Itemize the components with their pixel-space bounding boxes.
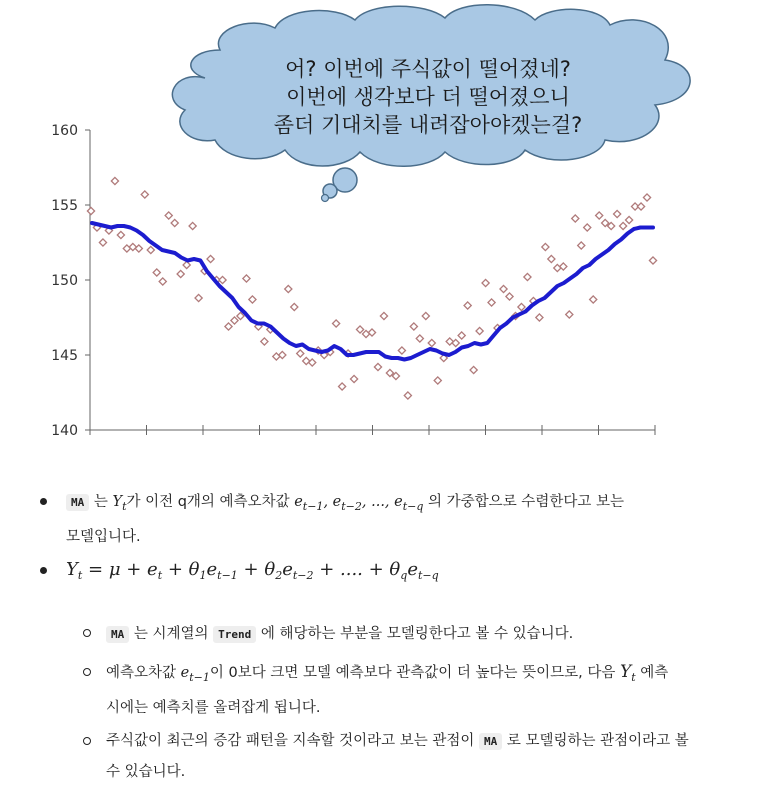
bullet-ma-definition: MA 는 $Y_t$가 이전 q개의 예측오차값 $e_{t-1}$, $e_{t-2}$, ..., $e_{t-q}$ 의 가중합으로 수렴한다고 보는 모델입니다. [66,494,624,545]
bubble-line-3: 좀더 기대치를 내려잡아야겠는걸? [273,113,583,137]
observed-point [356,326,363,333]
thought-bubble [172,5,690,202]
observed-point [165,212,172,219]
observed-point [99,239,106,246]
observed-point [207,255,214,262]
observed-point [159,278,166,285]
observed-points [87,177,656,399]
sub-bullet-circle [83,668,91,676]
y-tick-label: 150 [51,273,78,289]
observed-point [189,222,196,229]
observed-point [261,338,268,345]
observed-point [183,261,190,268]
observed-point [374,363,381,370]
sub-bullet-circle [83,737,91,745]
observed-point [428,339,435,346]
observed-point [111,177,118,184]
bullet-dot [40,567,47,574]
observed-point [231,317,238,324]
observed-point [410,323,417,330]
observed-point [643,194,650,201]
observed-point [500,285,507,292]
observed-point [147,246,154,253]
observed-point [476,327,483,334]
bubble-line-2: 이번에 생각보다 더 떨어졌으니 [286,85,570,109]
observed-point [416,335,423,342]
observed-point [488,299,495,306]
observed-point [548,255,555,262]
y-tick-label: 155 [51,198,78,214]
observed-point [333,320,340,327]
observed-point [566,311,573,318]
observed-point [219,276,226,283]
observed-point [590,296,597,303]
observed-point [584,224,591,231]
y-ticks [51,123,90,439]
observed-point [249,296,256,303]
observed-point [177,270,184,277]
observed-point [398,347,405,354]
sub-bullet-circle [83,629,91,637]
sub-bullet-error: 예측오차값 $e_{t-1}$이 0보다 크면 모델 예측보다 관측값이 더 높다는 뜻이므로, 다음 $Y_t$ 예측 시에는 예측치를 올려잡게 됩니다. [106,662,669,716]
observed-point [297,350,304,357]
bubble-line-1: 어? 이번에 주식값이 떨어졌네? [285,57,571,81]
bubble-tail-small [322,195,329,202]
observed-point [117,231,124,238]
observed-point [195,294,202,301]
observed-point [458,332,465,339]
observed-point [596,212,603,219]
observed-point [380,312,387,319]
y-tick-label: 140 [51,423,78,439]
observed-point [171,219,178,226]
observed-point [285,285,292,292]
ma-line [92,223,653,360]
observed-point [542,243,549,250]
code-ma: MA [66,494,89,511]
observed-point [350,375,357,382]
observed-point [87,207,94,214]
observed-point [434,377,441,384]
observed-point [506,293,513,300]
observed-point [141,191,148,198]
observed-point [243,275,250,282]
y-tick-label: 160 [51,123,78,139]
observed-point [649,257,656,264]
observed-point [404,392,411,399]
chart [51,123,656,439]
bullet-dot [40,498,47,505]
sub-bullet-trend: MA 는 시계열의 Trend 에 해당하는 부분을 모델링한다고 볼 수 있습니다. [106,619,746,650]
observed-point [572,215,579,222]
observed-point [614,210,621,217]
observed-point [482,279,489,286]
observed-point [578,242,585,249]
observed-point [637,203,644,210]
observed-point [225,323,232,330]
observed-point [625,216,632,223]
observed-point [536,314,543,321]
y-tick-label: 145 [51,348,78,364]
ma-formula: $Y_t = \mu + e_t + \theta_1e_{t-1} + \theta_2e_{t-2}$ + .... + $\theta_qe_{t-q}$ [66,559,439,582]
sub-bullet-stock: 주식값이 최근의 증감 패턴을 지속할 것이라고 보는 관점이 MA 로 모델링하는 관점이라고 볼 수 있습니다. [106,733,689,780]
observed-point [620,222,627,229]
observed-point [339,383,346,390]
observed-point [464,302,471,309]
observed-point [291,303,298,310]
observed-point [524,273,531,280]
observed-point [153,269,160,276]
observed-point [470,366,477,373]
observed-point [422,312,429,319]
observed-point [518,303,525,310]
